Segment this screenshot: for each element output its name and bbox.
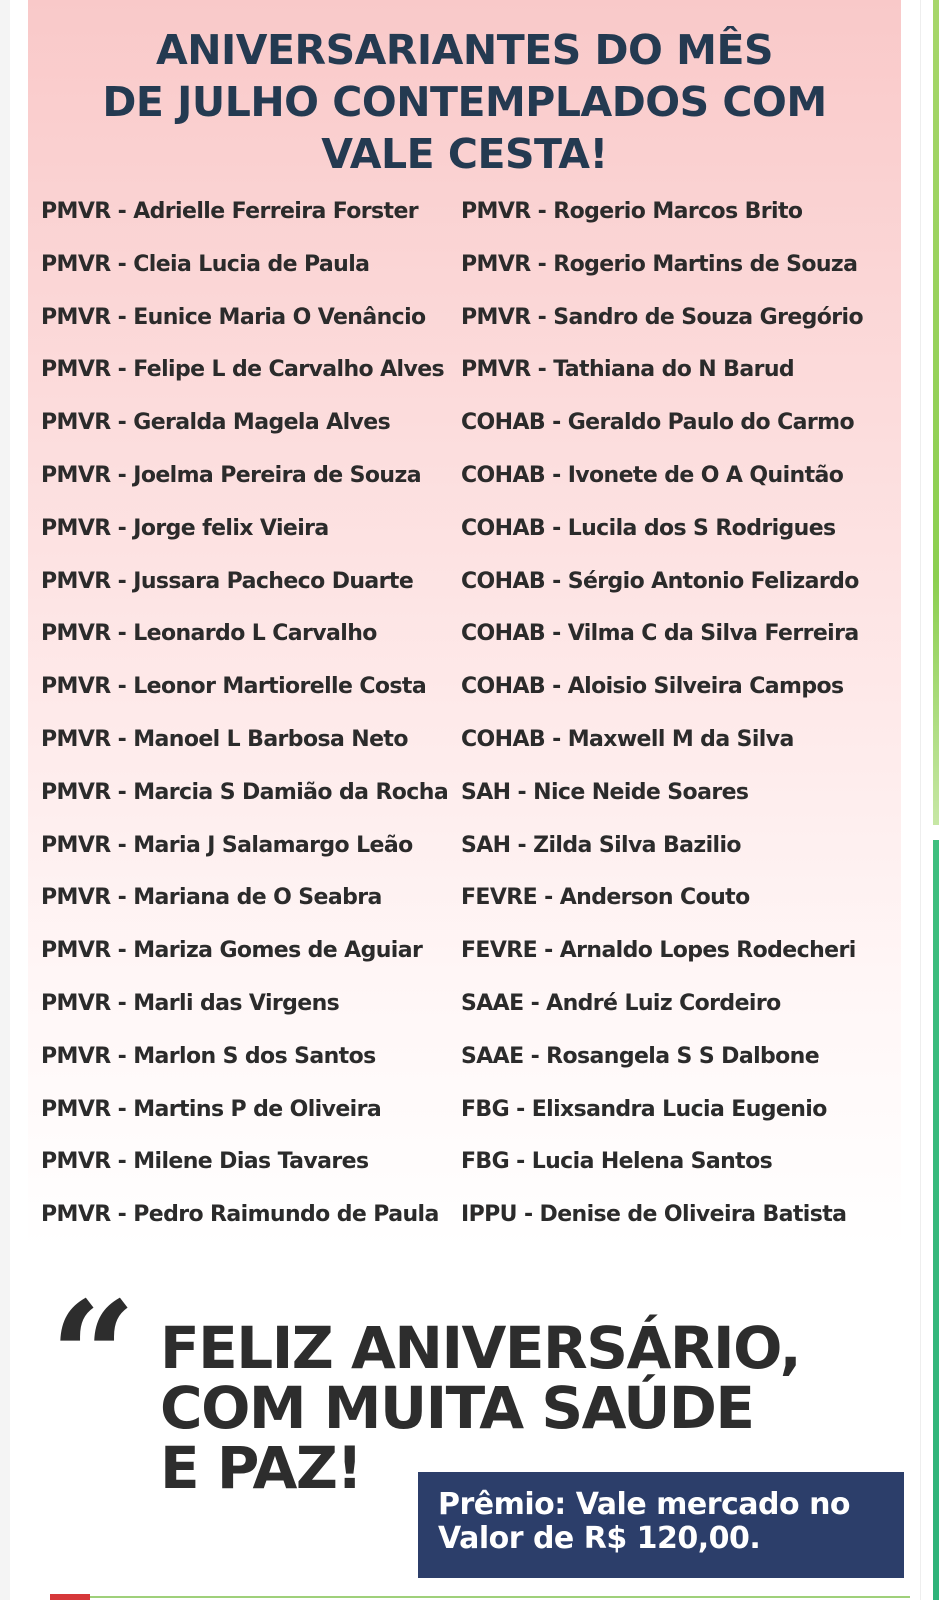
list-item: PMVR - Marli das Virgens (41, 990, 340, 1016)
list-item: COHAB - Vilma C da Silva Ferreira (461, 621, 859, 647)
list-item: PMVR - Marlon S dos Santos (41, 1043, 376, 1069)
list-item: IPPU - Denise de Oliveira Batista (461, 1202, 847, 1228)
list-item: PMVR - Felipe L de Carvalho Alves (41, 357, 445, 383)
list-item: PMVR - Jussara Pacheco Duarte (41, 568, 414, 594)
list-item: PMVR - Maria J Salamargo Leão (41, 832, 413, 858)
list-item: PMVR - Milene Dias Tavares (41, 1149, 369, 1175)
left-name-list (41, 194, 449, 1250)
green-accent-bar-bottom (933, 840, 939, 1600)
list-item: PMVR - Manoel L Barbosa Neto (41, 726, 408, 752)
list-item: COHAB - Lucila dos S Rodrigues (461, 515, 836, 541)
list-item: SAAE - Rosangela S S Dalbone (461, 1043, 820, 1069)
list-item: PMVR - Pedro Raimundo de Paula (41, 1202, 439, 1228)
green-accent-bar-top (933, 0, 939, 825)
list-item: PMVR - Marcia S Damião da Rocha (41, 779, 449, 805)
list-item: FEVRE - Anderson Couto (461, 885, 750, 911)
bottom-red-accent (50, 1594, 90, 1600)
birthday-message (160, 1314, 880, 1502)
list-item: PMVR - Rogerio Marcos Brito (461, 199, 803, 224)
list-item: PMVR - Mariana de O Seabra (41, 885, 382, 911)
quote-mark-icon: “ (50, 1269, 137, 1445)
list-item: PMVR - Leonardo L Carvalho (41, 621, 377, 647)
list-item: COHAB - Sérgio Antonio Felizardo (461, 568, 859, 594)
bottom-divider-line (50, 1596, 910, 1598)
title-line-1: ANIVERSARIANTES DO MÊS (155, 26, 773, 74)
list-item: COHAB - Ivonete de O A Quintão (461, 462, 844, 488)
list-item: PMVR - Eunice Maria O Venâncio (41, 304, 426, 330)
list-item: PMVR - Joelma Pereira de Souza (41, 462, 421, 488)
list-item: SAH - Zilda Silva Bazilio (461, 832, 741, 858)
prize-banner (418, 1472, 904, 1578)
list-item: FBG - Lucia Helena Santos (461, 1149, 773, 1175)
prize-line-2: Valor de R$ 120,00. (438, 1521, 761, 1556)
list-item: PMVR - Geralda Magela Alves (41, 410, 391, 436)
list-item: PMVR - Jorge felix Vieira (41, 515, 329, 541)
list-item: COHAB - Geraldo Paulo do Carmo (461, 410, 854, 436)
right-name-list (461, 194, 891, 1250)
list-item: COHAB - Aloisio Silveira Campos (461, 674, 844, 700)
message-line-1: FELIZ ANIVERSÁRIO, (160, 1314, 801, 1382)
title-line-3: VALE CESTA! (321, 130, 608, 178)
left-margin-strip (0, 0, 10, 1600)
list-item: FEVRE - Arnaldo Lopes Rodecheri (461, 938, 856, 964)
list-item: SAAE - André Luiz Cordeiro (461, 990, 781, 1016)
page-title (28, 24, 901, 180)
message-line-2: COM MUITA SAÚDE (160, 1374, 754, 1442)
list-item: PMVR - Martins P de Oliveira (41, 1096, 382, 1122)
list-item: PMVR - Leonor Martiorelle Costa (41, 674, 427, 700)
list-item: SAH - Nice Neide Soares (461, 779, 749, 805)
list-item: PMVR - Cleia Lucia de Paula (41, 251, 370, 277)
message-line-3: E PAZ! (160, 1434, 362, 1502)
list-item: PMVR - Adrielle Ferreira Forster (41, 199, 419, 224)
list-item: PMVR - Sandro de Souza Gregório (461, 304, 864, 330)
list-item: FBG - Elixsandra Lucia Eugenio (461, 1096, 827, 1122)
list-item: PMVR - Mariza Gomes de Aguiar (41, 938, 423, 964)
list-item: COHAB - Maxwell M da Silva (461, 726, 794, 752)
prize-line-1: Prêmio: Vale mercado no (438, 1487, 851, 1522)
list-item: PMVR - Tathiana do N Barud (461, 357, 795, 383)
title-line-2: DE JULHO CONTEMPLADOS COM (102, 78, 827, 126)
list-item: PMVR - Rogerio Martins de Souza (461, 251, 858, 277)
